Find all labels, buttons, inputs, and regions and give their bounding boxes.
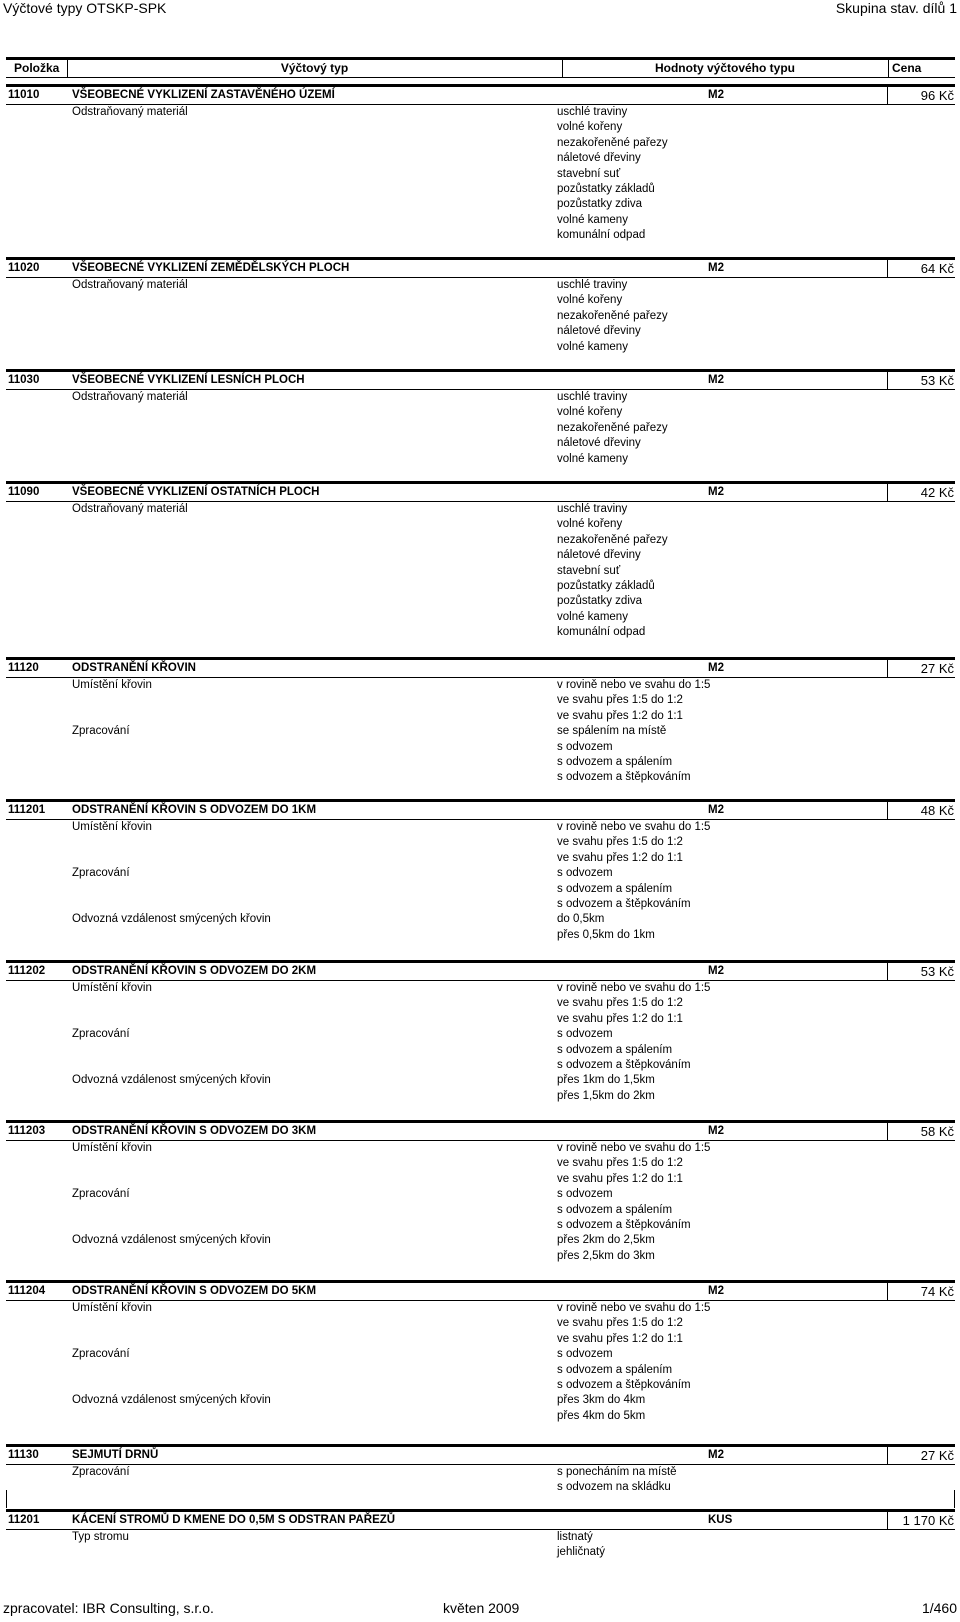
parameter-value: s odvozem a štěpkováním xyxy=(557,1378,691,1391)
item-price: 53 Kč xyxy=(887,372,956,389)
item-price: 64 Kč xyxy=(887,260,956,277)
parameter-value: v rovině nebo ve svahu do 1:5 xyxy=(557,821,711,833)
item-block xyxy=(6,257,955,355)
item-parameters xyxy=(6,105,955,244)
item-header-row xyxy=(6,960,955,981)
parameter-value: nezakořeněné pařezy xyxy=(557,309,668,322)
parameter-row xyxy=(6,724,955,786)
item-parameters xyxy=(6,820,955,943)
parameter-value: s odvozem a spálením xyxy=(557,1203,673,1216)
item-block xyxy=(6,657,955,786)
parameter-value: v rovině nebo ve svahu do 1:5 xyxy=(557,982,711,994)
parameter-value: náletové dřeviny xyxy=(557,549,641,562)
parameter-value: pozůstatky základů xyxy=(557,182,655,195)
parameter-values xyxy=(557,1073,955,1104)
item-unit: M2 xyxy=(708,1449,724,1461)
parameter-value: ve svahu přes 1:5 do 1:2 xyxy=(557,1157,683,1170)
parameter-value: náletové dřeviny xyxy=(557,325,641,338)
item-code: 11201 xyxy=(8,1514,40,1526)
parameter-value: náletové dřeviny xyxy=(557,152,641,165)
item-name: ODSTRANĚNÍ KŘOVIN S ODVOZEM DO 3KM xyxy=(72,1125,317,1137)
table-border-left xyxy=(6,1490,7,1508)
parameter-value: volné kameny xyxy=(557,213,628,226)
parameter-value: s odvozem xyxy=(557,867,613,880)
item-code: 11120 xyxy=(8,662,39,674)
parameter-name: Umístění křovin xyxy=(72,679,152,691)
parameter-value: s odvozem a štěpkováním xyxy=(557,1218,691,1231)
parameter-value: v rovině nebo ve svahu do 1:5 xyxy=(557,679,711,691)
parameter-row xyxy=(6,1073,955,1104)
parameter-name: Odvozná vzdálenost smýcených křovin xyxy=(72,913,271,926)
parameter-value: s ponecháním na místě xyxy=(557,1466,677,1478)
parameter-row xyxy=(6,678,955,724)
parameter-values xyxy=(557,912,955,943)
footer-date: květen 2009 xyxy=(443,1600,520,1616)
parameter-values xyxy=(557,1530,955,1561)
parameter-row xyxy=(6,278,955,355)
parameter-row xyxy=(6,1347,955,1393)
item-price: 96 Kč xyxy=(887,87,956,104)
item-code: 111202 xyxy=(8,965,46,977)
item-parameters xyxy=(6,1465,955,1496)
parameter-name: Zpracování xyxy=(72,1348,130,1361)
item-name: SEJMUTÍ DRNŮ xyxy=(72,1449,159,1461)
parameter-value: s odvozem xyxy=(557,1188,613,1201)
parameter-name: Zpracování xyxy=(72,725,130,738)
parameter-value: s odvozem a spálením xyxy=(557,1043,673,1056)
parameter-value: s odvozem a štěpkováním xyxy=(557,771,691,784)
parameter-row xyxy=(6,820,955,866)
parameter-value: přes 1km do 1,5km xyxy=(557,1074,655,1087)
parameter-name: Umístění křovin xyxy=(72,1302,152,1314)
parameter-name: Odstraňovaný materiál xyxy=(72,279,188,291)
parameter-value: s odvozem xyxy=(557,1028,613,1041)
footer-author: zpracovatel: IBR Consulting, s.r.o. xyxy=(3,1600,214,1616)
item-block xyxy=(6,1444,955,1496)
page-footer xyxy=(3,1600,957,1618)
item-unit: M2 xyxy=(708,662,724,674)
item-block xyxy=(6,1120,955,1264)
parameter-value: nezakořeněné pařezy xyxy=(557,533,668,546)
parameter-value: uschlé traviny xyxy=(557,279,628,291)
item-block xyxy=(6,84,955,244)
parameter-value: volné kameny xyxy=(557,340,628,353)
parameter-value: ve svahu přes 1:2 do 1:1 xyxy=(557,709,683,722)
footer-page-number: 1/460 xyxy=(921,1600,957,1616)
item-block xyxy=(6,481,955,641)
parameter-value: volné kameny xyxy=(557,452,628,465)
parameter-row xyxy=(6,105,955,244)
item-code: 11030 xyxy=(8,374,40,386)
parameter-value: s odvozem a spálením xyxy=(557,1363,673,1376)
parameter-value: komunální odpad xyxy=(557,229,646,242)
parameter-row xyxy=(6,1301,955,1347)
item-header-row xyxy=(6,369,955,390)
item-unit: M2 xyxy=(708,262,724,274)
item-code: 11010 xyxy=(8,89,40,101)
parameter-row xyxy=(6,1141,955,1187)
column-header-row xyxy=(6,57,955,78)
parameter-name: Zpracování xyxy=(72,1028,130,1041)
parameter-value: s odvozem a štěpkováním xyxy=(557,1058,691,1071)
item-block xyxy=(6,1280,955,1424)
parameter-value: jehličnatý xyxy=(557,1546,605,1559)
parameter-values xyxy=(557,1187,955,1233)
parameter-name: Odstraňovaný materiál xyxy=(72,503,188,515)
item-name: ODSTRANĚNÍ KŘOVIN xyxy=(72,662,196,674)
item-header-row xyxy=(6,257,955,278)
parameter-name: Odvozná vzdálenost smýcených křovin xyxy=(72,1234,271,1247)
parameter-value: s odvozem a spálením xyxy=(557,882,673,895)
item-block xyxy=(6,1509,955,1561)
item-block xyxy=(6,799,955,943)
parameter-value: stavební suť xyxy=(557,167,621,180)
column-header-item: Položka xyxy=(6,60,66,77)
item-header-row xyxy=(6,84,955,105)
parameter-value: nezakořeněné pařezy xyxy=(557,421,668,434)
item-parameters xyxy=(6,278,955,355)
parameter-value: volné kořeny xyxy=(557,121,623,134)
item-unit: M2 xyxy=(708,965,724,977)
item-price: 48 Kč xyxy=(887,802,956,819)
item-name: VŠEOBECNÉ VYKLIZENÍ ZEMĚDĚLSKÝCH PLOCH xyxy=(72,262,350,274)
parameter-name: Typ stromu xyxy=(72,1531,129,1543)
item-block xyxy=(6,960,955,1104)
page-header xyxy=(3,0,957,18)
parameter-value: ve svahu přes 1:5 do 1:2 xyxy=(557,836,683,849)
parameter-name: Odstraňovaný materiál xyxy=(72,106,188,118)
parameter-value: s odvozem na skládku xyxy=(557,1481,671,1494)
parameter-value: ve svahu přes 1:5 do 1:2 xyxy=(557,997,683,1010)
parameter-row xyxy=(6,502,955,641)
parameter-values xyxy=(557,1301,955,1347)
parameter-values xyxy=(557,1465,955,1496)
item-parameters xyxy=(6,390,955,467)
parameter-row xyxy=(6,1187,955,1233)
parameter-value: přes 2km do 2,5km xyxy=(557,1234,655,1247)
item-price: 53 Kč xyxy=(887,963,956,980)
parameter-value: uschlé traviny xyxy=(557,391,628,403)
parameter-values xyxy=(557,1027,955,1073)
item-block xyxy=(6,369,955,467)
parameter-value: volné kořeny xyxy=(557,518,623,531)
parameter-row xyxy=(6,1465,955,1496)
item-header-row xyxy=(6,799,955,820)
item-name: ODSTRANĚNÍ KŘOVIN S ODVOZEM DO 5KM xyxy=(72,1285,317,1297)
parameter-value: komunální odpad xyxy=(557,626,646,639)
parameter-row xyxy=(6,981,955,1027)
parameter-value: stavební suť xyxy=(557,564,621,577)
item-code: 11130 xyxy=(8,1449,39,1461)
parameter-value: přes 0,5km do 1km xyxy=(557,928,655,941)
item-code: 11090 xyxy=(8,486,40,498)
parameter-value: pozůstatky zdiva xyxy=(557,198,643,211)
item-name: ODSTRANĚNÍ KŘOVIN S ODVOZEM DO 2KM xyxy=(72,965,317,977)
parameter-values xyxy=(557,502,955,641)
item-price: 58 Kč xyxy=(887,1123,956,1140)
item-parameters xyxy=(6,1301,955,1424)
item-price: 1 170 Kč xyxy=(887,1512,956,1529)
parameter-values xyxy=(557,866,955,912)
parameter-name: Umístění křovin xyxy=(72,821,152,833)
parameter-row xyxy=(6,912,955,943)
item-name: KÁCENÍ STROMŮ D KMENE DO 0,5M S ODSTRAN PAŘEZŮ xyxy=(72,1514,396,1526)
parameter-values xyxy=(557,678,955,724)
parameter-value: uschlé traviny xyxy=(557,503,628,515)
parameter-row xyxy=(6,1530,955,1561)
parameter-value: listnatý xyxy=(557,1531,593,1543)
item-unit: M2 xyxy=(708,486,724,498)
parameter-name: Umístění křovin xyxy=(72,982,152,994)
group-title: Skupina stav. dílů 1 xyxy=(835,0,957,16)
parameter-value: přes 4km do 5km xyxy=(557,1409,646,1422)
parameter-name: Zpracování xyxy=(72,867,130,880)
item-price: 27 Kč xyxy=(887,660,956,677)
parameter-value: ve svahu přes 1:2 do 1:1 xyxy=(557,851,683,864)
item-parameters xyxy=(6,981,955,1104)
parameter-values xyxy=(557,390,955,467)
parameter-value: náletové dřeviny xyxy=(557,437,641,450)
parameter-value: ve svahu přes 1:2 do 1:1 xyxy=(557,1172,683,1185)
item-unit: M2 xyxy=(708,804,724,816)
parameter-value: uschlé traviny xyxy=(557,106,628,118)
parameter-values xyxy=(557,981,955,1027)
item-unit: M2 xyxy=(708,1285,724,1297)
parameter-value: ve svahu přes 1:5 do 1:2 xyxy=(557,694,683,707)
item-header-row xyxy=(6,657,955,678)
parameter-name: Odvozná vzdálenost smýcených křovin xyxy=(72,1074,271,1087)
parameter-value: ve svahu přes 1:2 do 1:1 xyxy=(557,1012,683,1025)
parameter-value: v rovině nebo ve svahu do 1:5 xyxy=(557,1302,711,1314)
item-name: ODSTRANĚNÍ KŘOVIN S ODVOZEM DO 1KM xyxy=(72,804,317,816)
parameter-row xyxy=(6,1233,955,1264)
item-parameters xyxy=(6,1141,955,1264)
item-parameters xyxy=(6,502,955,641)
parameter-values xyxy=(557,105,955,244)
item-name: VŠEOBECNÉ VYKLIZENÍ LESNÍCH PLOCH xyxy=(72,374,305,386)
parameter-value: ve svahu přes 1:5 do 1:2 xyxy=(557,1317,683,1330)
table-border-right xyxy=(954,1490,955,1508)
item-name: VŠEOBECNÉ VYKLIZENÍ ZASTAVĚNÉHO ÚZEMÍ xyxy=(72,89,335,101)
parameter-row xyxy=(6,866,955,912)
item-unit: KUS xyxy=(708,1514,733,1526)
item-header-row xyxy=(6,481,955,502)
document-title: Výčtové typy OTSKP-SPK xyxy=(3,0,167,16)
item-name: VŠEOBECNÉ VYKLIZENÍ OSTATNÍCH PLOCH xyxy=(72,486,320,498)
item-header-row xyxy=(6,1444,955,1465)
parameter-value: s odvozem xyxy=(557,740,613,753)
item-unit: M2 xyxy=(708,89,724,101)
item-price: 42 Kč xyxy=(887,484,956,501)
parameter-row xyxy=(6,1393,955,1424)
parameter-value: do 0,5km xyxy=(557,913,605,926)
item-price: 74 Kč xyxy=(887,1283,956,1300)
item-header-row xyxy=(6,1120,955,1141)
item-unit: M2 xyxy=(708,1125,724,1137)
column-header-price: Cena xyxy=(888,60,955,77)
parameter-name: Odvozná vzdálenost smýcených křovin xyxy=(72,1394,271,1407)
parameter-values xyxy=(557,1393,955,1424)
column-header-values: Hodnoty výčtového typu xyxy=(562,60,887,77)
parameter-row xyxy=(6,1027,955,1073)
parameter-value: přes 2,5km do 3km xyxy=(557,1249,655,1262)
parameter-value: v rovině nebo ve svahu do 1:5 xyxy=(557,1142,711,1154)
item-parameters xyxy=(6,678,955,786)
item-code: 11020 xyxy=(8,262,40,274)
parameter-name: Umístění křovin xyxy=(72,1142,152,1154)
parameter-value: přes 1,5km do 2km xyxy=(557,1089,655,1102)
parameter-name: Odstraňovaný materiál xyxy=(72,391,188,403)
parameter-values xyxy=(557,1141,955,1187)
parameter-value: nezakořeněné pařezy xyxy=(557,136,668,149)
parameter-value: s odvozem a spálením xyxy=(557,755,673,768)
parameter-value: pozůstatky základů xyxy=(557,579,655,592)
item-header-row xyxy=(6,1509,955,1530)
parameter-value: přes 3km do 4km xyxy=(557,1394,646,1407)
parameter-name: Zpracování xyxy=(72,1188,130,1201)
parameter-values xyxy=(557,278,955,355)
item-price: 27 Kč xyxy=(887,1447,956,1464)
item-unit: M2 xyxy=(708,374,724,386)
parameter-value: s odvozem a štěpkováním xyxy=(557,897,691,910)
parameter-values xyxy=(557,820,955,866)
parameter-values xyxy=(557,1347,955,1393)
column-header-type: Výčtový typ xyxy=(67,60,561,77)
parameter-value: s odvozem xyxy=(557,1348,613,1361)
item-code: 111201 xyxy=(8,804,46,816)
parameter-value: ve svahu přes 1:2 do 1:1 xyxy=(557,1332,683,1345)
parameter-value: volné kameny xyxy=(557,610,628,623)
item-parameters xyxy=(6,1530,955,1561)
parameter-values xyxy=(557,724,955,786)
parameter-value: pozůstatky zdiva xyxy=(557,595,643,608)
parameter-name: Zpracování xyxy=(72,1466,130,1478)
parameter-value: se spálením na místě xyxy=(557,725,667,738)
item-code: 111204 xyxy=(8,1285,46,1297)
parameter-row xyxy=(6,390,955,467)
item-header-row xyxy=(6,1280,955,1301)
parameter-values xyxy=(557,1233,955,1264)
item-code: 111203 xyxy=(8,1125,46,1137)
parameter-value: volné kořeny xyxy=(557,294,623,307)
parameter-value: volné kořeny xyxy=(557,406,623,419)
